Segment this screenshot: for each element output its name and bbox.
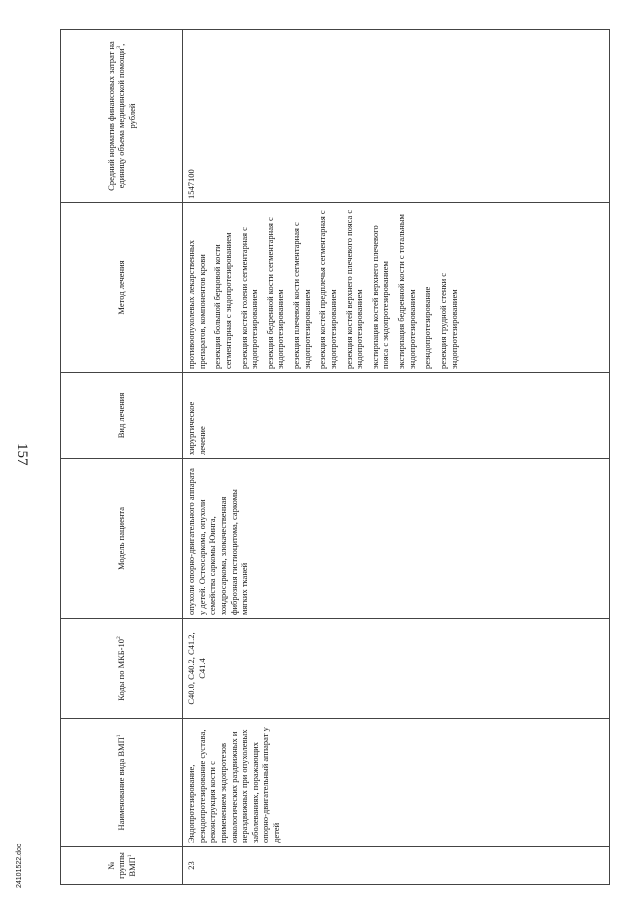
header-codes: Коды по МКБ-$10^2$ <box>61 619 183 719</box>
method-item: резекция грудной стенки с эндопротезированием <box>437 272 459 369</box>
cell-group: 23 <box>183 847 610 885</box>
header-name: Наименование вида ВМП$^1$ <box>61 719 183 847</box>
method-item: экстирпация костей верхнего плечевого пояса с эндопротезированием <box>369 225 391 369</box>
method-item: резекция бедренной кости сегментарная с эндопротезированием <box>264 217 286 369</box>
table-row <box>183 30 610 885</box>
header-method: Метод лечения <box>61 203 183 373</box>
cell-codes: C40.0, C40.2, C41.2, C41.4 <box>183 619 610 719</box>
header-row <box>61 30 183 885</box>
header-group: № группы ВМП$^1$ <box>61 847 183 885</box>
method-prev: противоопухолевых лекарственных препаратов, компонентов крови <box>186 240 207 369</box>
method-item: резекция большой берцовой кости сегментарная с эндопротезированием <box>212 232 233 369</box>
cell-model: опухоли опорно-двигательного аппарата у детей. Остеосаркома, опухоли семейства саркомы Юинга, хондросаркома, злокачественная фиброзная гистиоцитома, саркомы мягких тканей <box>183 459 610 619</box>
header-model: Модель пациента <box>61 459 183 619</box>
method-item: резекция костей предплечья сегментарная с эндопротезированием <box>317 210 338 369</box>
page-number: 157 <box>14 443 30 466</box>
header-cost: Средний норматив финансовых затрат на единицу объема медицинской помощи$^3$, рублей <box>61 30 183 203</box>
cell-name: Эндопротезирование, реэндопротезирование сустава, реконструкция кости с применением эндопротезов онкологических раздвижных и нераздвижных при опухолевых заболеваниях, поражающих опорно-двигательный аппарат у детей <box>183 719 610 847</box>
footer-filename: 24101522.doc <box>16 843 23 888</box>
cell-type: хирургическое лечение <box>183 373 610 459</box>
method-item: резекция костей голени сегментарная с эндопротезированием <box>238 227 260 369</box>
method-item: резекция костей верхнего плечевого пояса с эндопротезированием <box>343 209 365 369</box>
cell-method <box>183 203 610 373</box>
rotated-table-container <box>60 30 630 885</box>
method-item: экстирпация бедренной кости с тотальным эндопротезированием <box>396 214 417 369</box>
cell-cost: 1547100 <box>183 30 610 203</box>
method-item: реэндопротезирование <box>422 286 433 369</box>
method-item: резекция плечевой кости сегментарная с эндопротезированием <box>291 222 312 369</box>
vmp-table <box>60 29 610 885</box>
header-type: Вид лечения <box>61 373 183 459</box>
